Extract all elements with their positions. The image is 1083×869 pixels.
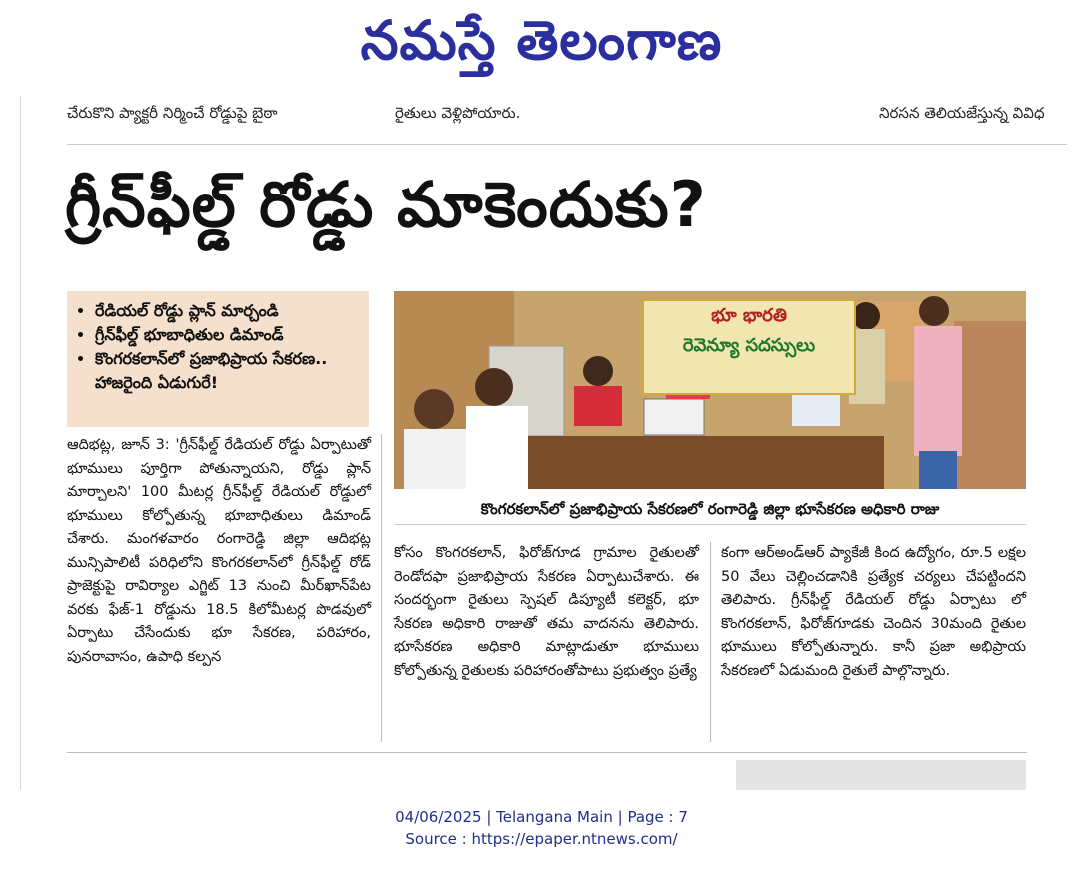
column-divider: [710, 542, 711, 742]
highlight-item: • గ్రీన్‌ఫీల్డ్ భూబాధితుల డిమాండ్: [95, 323, 359, 347]
top-divider: [67, 144, 1067, 145]
body-paragraph: కంగా ఆర్‌అండ్‌ఆర్ ప్యాకేజీ కింద ఉద్యోగం, రూ.5 లక్షల 50 వేలు చెల్లించడానికి ప్రత్యేక చర్యలు చేపట్టిందని తెలిపారు. గ్రీన్‌ఫీల్డ్ రేడియల్ రోడ్డు ఏర్పాటు లో కొంగరకలాన్, ఫిరోజ్‌గూడకు చెందిన 30మంది రైతుల భూములు కోల్పోతున్నారు. కానీ ప్రజా అభిప్రాయ సేకరణలో ఏడుమంది రైతులే పాల్గొన్నారు.: [721, 545, 1026, 679]
news-clipping: [20, 96, 1083, 790]
next-article-strip: [736, 760, 1026, 790]
footer: [0, 806, 1083, 850]
footer-source: Source : https://epaper.ntnews.com/: [405, 830, 678, 848]
bottom-divider: [67, 752, 1027, 753]
top-strip-middle: రైతులు వెళ్లిపోయారు.: [395, 104, 521, 122]
column-divider: [381, 434, 382, 742]
headline: గ్రీన్‌ఫీల్డ్ రోడ్డు మాకెందుకు?: [65, 168, 707, 241]
body-column-2: [394, 542, 699, 683]
banner-line-1: భూ భారతి: [711, 305, 787, 326]
banner-line-2: రెవెన్యూ సదస్సులు: [682, 335, 816, 356]
masthead-logo: [0, 6, 1083, 76]
highlights-box: [67, 291, 369, 427]
body-column-3: [721, 542, 1026, 683]
top-strip-right: నిరసన తెలియజేస్తున్న వివిధ: [879, 104, 1045, 122]
body-column-1: [67, 434, 371, 669]
body-paragraph: ఆదిభట్ల, జూన్ 3: 'గ్రీన్‌ఫీల్డ్ రేడియల్ రోడ్డు ఏర్పాటుతో భూములు పూర్తిగా పోతున్నాయని, రోడ్డు ప్లాన్ మార్చాలని' 100 మీటర్ల గ్రీన్‌ఫీల్డ్ రేడియల్ రోడ్డులో భూములు కోల్పోతున్న భూబాధితులు డిమాండ్ చేశారు. మంగళవారం రంగారెడ్డి జిల్లా ఆదిభట్ల మున్సిపాలిటీ పరిధిలోని కొంగరకలాన్‌లో గ్రీన్‌ఫీల్డ్ రోడ్ ప్రాజెక్టుపై రావిర్యాల ఎగ్జిట్ 13 నుంచి మీర్‌ఖాన్‌పేట వరకు ఫేజ్-1 రోడ్డును 18.5 కిలోమీటర్ల పొడవులో ఏర్పాటు చేసేందుకు భూ సేకరణ, పరిహారం, పునరావాసం, ఉపాధి కల్పన: [67, 437, 371, 665]
news-photo: [394, 291, 1026, 489]
photo-banner: [642, 299, 856, 395]
top-strip-left: చేరుకొని ప్యాక్టరీ నిర్మించే రోడ్డుపై బైఠా: [67, 104, 278, 122]
highlight-item: • కొంగరకలాన్‌లో ప్రజాభిప్రాయ సేకరణ.. హాజరైంది ఏడుగురే!: [95, 347, 359, 395]
footer-date-page: 04/06/2025 | Telangana Main | Page : 7: [395, 808, 688, 826]
body-paragraph: కోసం కొంగరకలాన్, ఫిరోజ్‌గూడ గ్రామాల రైతులతో రెండోదఫా ప్రజాభిప్రాయ సేకరణ ఏర్పాటుచేశారు. ఈ సందర్భంగా రైతులు స్పెషల్ డిప్యూటీ కలెక్టర్, భూ సేకరణ అధికారి రాజుతో తమ వాదనను తెలిపారు. భూసేకరణ అధికారి మాట్లాడుతూ భూములు కోల్పోతున్న రైతులకు పరిహారంతోపాటు ప్రభుత్వం ప్రత్యే: [394, 545, 699, 679]
photo-caption: కొంగరకలాన్‌లో ప్రజాభిప్రాయ సేకరణలో రంగారెడ్డి జిల్లా భూసేకరణ అధికారి రాజు: [394, 494, 1026, 525]
logo-text: నమస్తే తెలంగాణ: [360, 9, 723, 72]
highlight-item: • రేడియల్ రోడ్డు ప్లాన్ మార్చండి: [95, 299, 359, 323]
